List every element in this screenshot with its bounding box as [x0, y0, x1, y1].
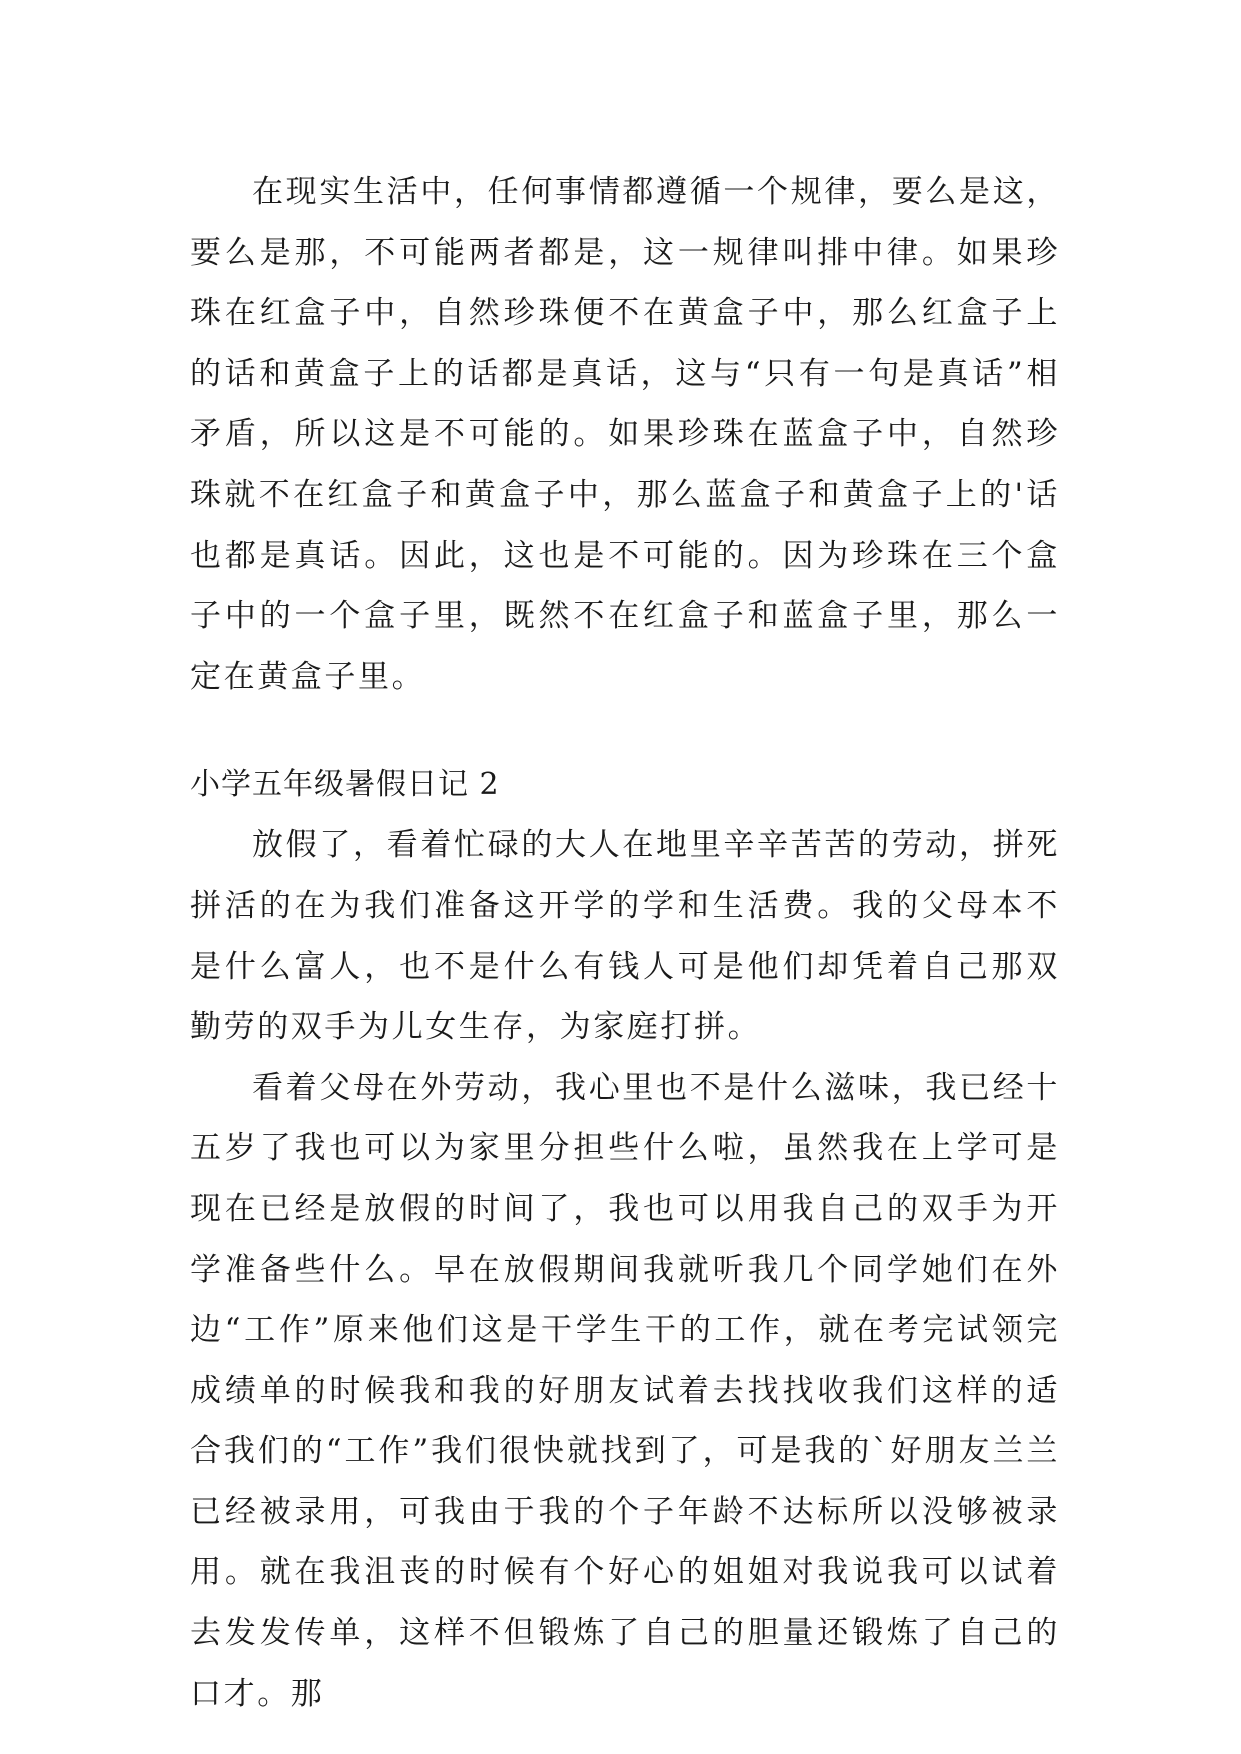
section-heading: 小学五年级暑假日记 2 [190, 767, 500, 803]
paragraph-vacation-parents: 放假了，看着忙碌的大人在地里辛辛苦苦的劳动，拼死拼活的在为我们准备这开学的学和生活费。我的父母本不是什么富人，也不是什么有钱人可是他们却凭着自己那双勤劳的双手为儿女生存，为家庭打拼。 [190, 827, 1060, 1046]
paragraph-excluded-middle: 在现实生活中，任何事情都遵循一个规律，要么是这，要么是那，不可能两者都是，这一规律叫排中律。如果珍珠在红盒子中，自然珍珠便不在黄盒子中，那么红盒子上的话和黄盒子上的话都是真话，这与“只有一句是真话”相矛盾，所以这是不可能的。如果珍珠在蓝盒子中，自然珍珠就不在红盒子和黄盒子中，那么蓝盒子和黄盒子上的'话也都是真话。因此，这也是不可能的。因为珍珠在三个盒子中的一个盒子里，既然不在红盒子和蓝盒子里，那么一定在黄盒子里。 [190, 174, 1060, 695]
paragraph-summer-work: 看着父母在外劳动，我心里也不是什么滋味，我已经十五岁了我也可以为家里分担些什么啦，虽然我在上学可是现在已经是放假的时间了，我也可以用我自己的双手为开学准备些什么。早在放假期间我就听我几个同学她们在外边“工作”原来他们这是干学生干的工作，就在考完试领完成绩单的时候我和我的好朋友试着去找找收我们这样的适合我们的“工作”我们很快就找到了，可是我的`好朋友兰兰已经被录用，可我由于我的个子年龄不达标所以没够被录用。就在我沮丧的时候有个好心的姐姐对我说我可以试着去发发传单，这样不但锻炼了自己的胆量还锻炼了自己的口才。那 [190, 1069, 1060, 1712]
document-body [190, 162, 1060, 1724]
